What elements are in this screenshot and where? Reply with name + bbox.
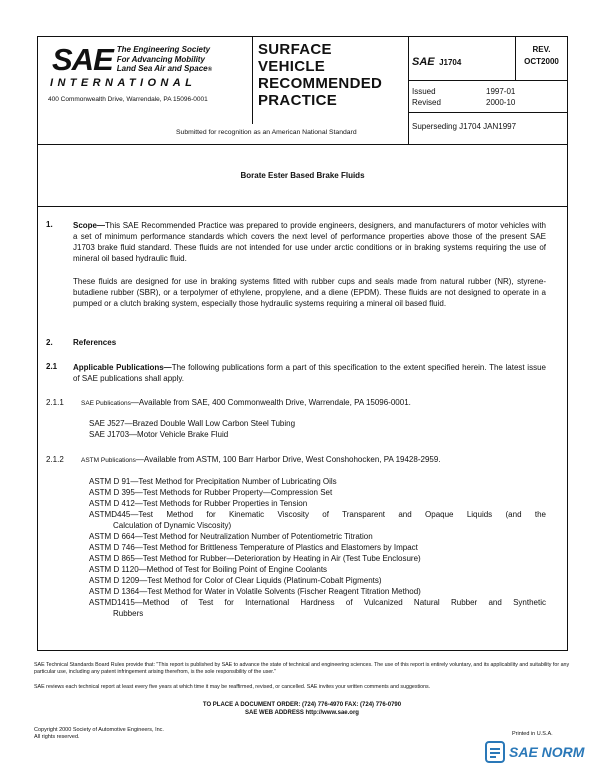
section-2-1-number: 2.1: [46, 362, 58, 371]
astm-reference-list: [89, 476, 546, 619]
society-text: The Engineering Society For Advancing Mobility Land Sea Air and Space®: [116, 45, 213, 73]
list-item: ASTM D 395—Test Methods for Rubber Property—Compression Set: [89, 488, 333, 497]
copyright: Copyright 2000 Society of Automotive Engineers, Inc. All rights reserved.: [34, 727, 164, 740]
list-item: ASTMD445—Test Method for Kinematic Viscosity of Transparent and Opaque Liquids (and the: [89, 510, 546, 519]
international-label: INTERNATIONAL: [50, 77, 197, 89]
astm-publications: ASTM Publications—Available from ASTM, 100 Barr Harbor Drive, West Conshohocken, PA 19428-2959.: [81, 455, 441, 464]
list-item: SAE J1703—Motor Vehicle Brake Fluid: [89, 430, 229, 439]
header-row-divider-1: [408, 80, 568, 81]
sae-address: 400 Commonwealth Drive, Warrendale, PA 15096-0001: [48, 96, 208, 103]
title-divider: [37, 206, 568, 207]
list-item: Rubbers: [113, 609, 144, 618]
list-item: ASTM D 1364—Test Method for Water in Volatile Solvents (Fischer Reagent Titration Method): [89, 587, 421, 596]
section-1-number: 1.: [46, 220, 53, 229]
superseding-note: Superseding J1704 JAN1997: [412, 122, 517, 131]
header-col-divider-2: [408, 36, 409, 144]
list-item: ASTM D 1120—Method of Test for Boiling Point of Engine Coolants: [89, 565, 328, 574]
section-2-number: 2.: [46, 338, 53, 347]
document-title: Borate Ester Based Brake Fluids: [240, 171, 365, 180]
header-col-divider-1: [252, 36, 253, 124]
list-item: ASTM D 412—Test Methods for Rubber Properties in Tension: [89, 499, 308, 508]
document-number: SAE J1704: [412, 56, 462, 68]
sae-reference-list: [89, 418, 295, 440]
review-note: SAE reviews each technical report at least every five years at which time it may be reaffirmed, revised, or cancelled. SAE invites your written comments and suggestions.: [34, 684, 431, 690]
header-divider: [37, 144, 568, 145]
list-item: Calculation of Dynamic Viscosity): [113, 521, 232, 530]
sae-logo-block: [52, 44, 252, 76]
sae-norm-emblem-icon: [484, 740, 506, 764]
ansi-recognition: Submitted for recognition as an American National Standard: [176, 129, 357, 136]
sae-logo: SAE: [52, 42, 113, 77]
list-item: ASTM D 91—Test Method for Precipitation Number of Lubricating Oils: [89, 477, 337, 486]
order-line: TO PLACE A DOCUMENT ORDER: (724) 776-4970 FAX: (724) 776-0790: [202, 702, 402, 708]
section-2-1-1-number: 2.1.1: [46, 398, 64, 407]
scope-paragraph-1: Scope—This SAE Recommended Practice was prepared to provide engineers, designers, and manufacturers of motor vehicles with a set of minimum performance standards which covers the next level of performance properties above those of the present SAE J1703 brake fluid standard. These fluids are not intended for use under arctic conditions or in braking systems requiring the use of mineral oil based hydraulic fluid.: [73, 221, 546, 263]
list-item: ASTM D 664—Test Method for Neutralization Number of Potentiometric Titration: [89, 532, 373, 541]
issue-dates: Issued 1997-01 Revised 2000-10: [412, 87, 516, 107]
document-type: SURFACE VEHICLE RECOMMENDED PRACTICE: [258, 41, 383, 109]
list-item: ASTMD1415—Method of Test for International Hardness of Vulcanized Natural Rubber and Synthetic: [89, 598, 546, 607]
applicable-publications: Applicable Publications—The following publications form a part of this specification to the extent specified herein. The latest issue of SAE publications shall apply.: [73, 363, 546, 383]
list-item: SAE J527—Brazed Double Wall Low Carbon Steel Tubing: [89, 419, 296, 428]
header-row-divider-2: [408, 112, 568, 113]
list-item: ASTM D 1209—Test Method for Color of Clear Liquids (Platinum-Cobalt Pigments): [89, 576, 382, 585]
list-item: ASTM D 746—Test Method for Brittleness Temperature of Plastics and Elastomers by Impact: [89, 543, 418, 552]
printed-in: Printed in U.S.A.: [512, 731, 553, 737]
board-rules-note: SAE Technical Standards Board Rules provide that: "This report is published by SAE to advance the state of technical and engineering sciences. The use of this report is entirely voluntary, and its applicability and suitability for any particular use, including any patent infringement arising therefrom, is the sole responsibility of the user.": [34, 662, 570, 675]
section-2-1-2-number: 2.1.2: [46, 455, 64, 464]
web-address: SAE WEB ADDRESS http://www.sae.org: [245, 710, 359, 716]
sae-publications: SAE Publications—Available from SAE, 400 Commonwealth Drive, Warrendale, PA 15096-0001.: [81, 398, 411, 407]
revision-block: REV. OCT2000: [524, 45, 559, 66]
list-item: ASTM D 865—Test Method for Rubber—Deterioration by Heating in Air (Test Tube Enclosure): [89, 554, 421, 563]
scope-paragraph-2: These fluids are designed for use in braking systems fitted with rubber cups and seals made from natural rubber (NR), styrene-butadiene rubber (SBR), or a terpolymer of ethylene, propylene, and a diene (EPDM). These fluids are not designed to operate in a pumped or a clutch braking system, especially those hydraulic systems requiring a mineral oil based fluid.: [73, 277, 546, 308]
sae-norm-watermark: SAE NORM: [484, 740, 584, 764]
section-2-title: References: [73, 338, 117, 347]
